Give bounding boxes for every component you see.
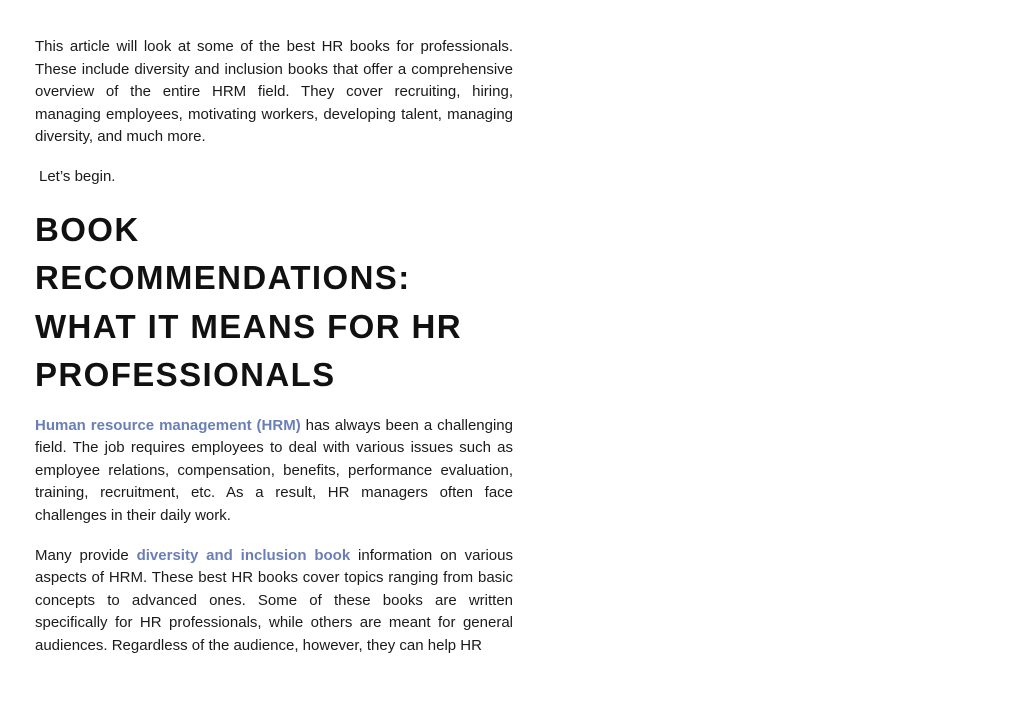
diversity-paragraph [35,545,513,658]
article-body [35,36,513,675]
diversity-paragraph-text: information on various aspects of HRM. These best HR books cover topics ranging from basic concepts to advanced ones. Some of these books are written specifically for HR professionals, while others are meant for general audiences. Regardless of the audience, however, they can help HR [35,546,513,654]
diversity-paragraph-lead: Many provide [35,546,137,564]
hrm-paragraph-text: has always been a challenging field. The job requires employees to deal with various issues such as employee relations, compensation, benefits, performance evaluation, training, recruitment, etc. As a result, HR managers often face challenges in their daily work. [35,416,513,524]
intro-paragraph: This article will look at some of the best HR books for professionals. These include diversity and inclusion books that offer a comprehensive overview of the entire HRM field. They cover recruiting, hiring, managing employees, motivating workers, developing talent, managing diversity, and much more. [35,38,513,146]
diversity-inclusion-link[interactable]: diversity and inclusion book [136,546,351,564]
lets-begin-text: Let’s begin. [39,167,116,185]
section-heading: BOOK RECOMMENDATIONS: WHAT IT MEANS FOR HR PROFESSIONALS [35,210,463,394]
hrm-link[interactable]: Human resource management (HRM) [35,416,301,434]
hrm-paragraph [35,415,513,528]
